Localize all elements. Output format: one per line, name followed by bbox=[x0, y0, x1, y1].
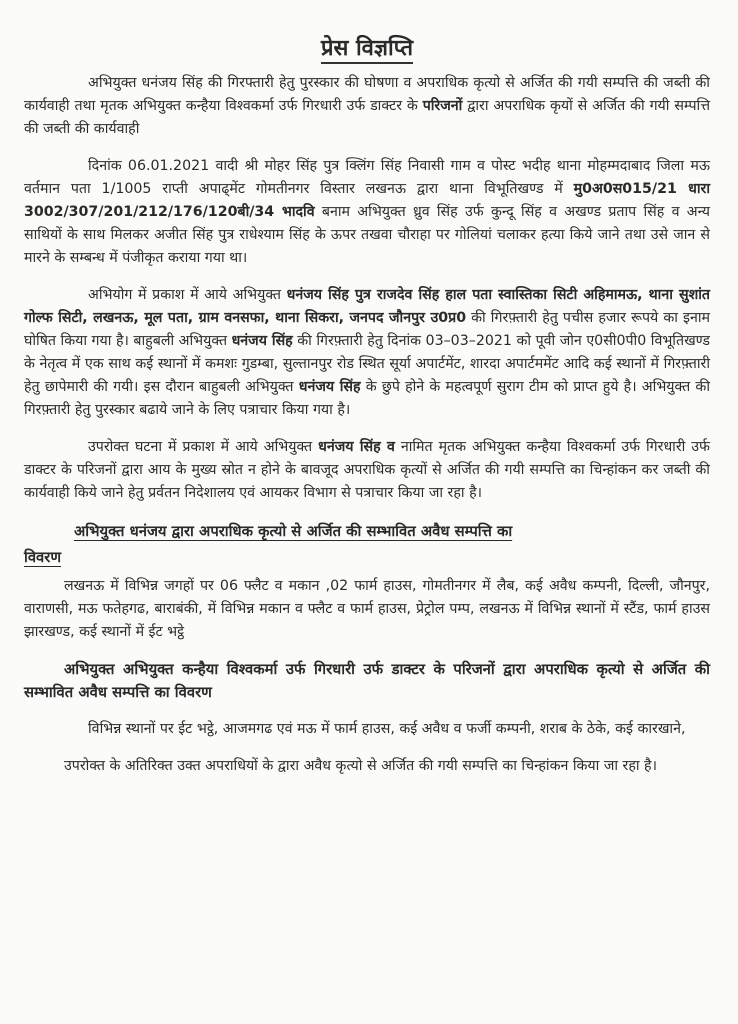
case-number: मु0अ0स015/21 धारा 3002/307/201/212/176/120बी/34 भादवि bbox=[24, 181, 711, 220]
subject-paragraph: अभियुक्त धनंजय सिंह की गिरफ्तारी हेतु पुरस्कार की घोषणा व अपराधिक कृत्यो से अर्जित की गयी सम्पत्ति की जब्ती की कार्यवाही तथा मृतक अभियुक्त कन्हैया विश्वकर्मा उर्फ गिरधारी उर्फ डाक्टर के परिजनों द्वारा अपराधिक कृयों से अर्जित की गयी सम्पत्ति की जब्ती की कार्यवाही bbox=[24, 75, 710, 137]
reward-paragraph: अभियोग में प्रकाश में आये अभियुक्त धनंजय सिंह पुत्र राजदेव सिंह हाल पता स्वास्तिका सिटी अहिमामऊ, थाना सुशांत गोल्फ सिटी, लखनऊ, मूल पता, ग्राम वनसफा, थाना सिकरा, जनपद जौनपुर उ0प्र0 की गिरफ़्तारी हेतु पचीस हजार रूपये का इनाम घोषित किया गया है। बाहुबली अभियुक्त धनंजय सिंह की गिरफ़्तारी हेतु दिनांक 03–03–2021 को पूवी जोन ए0सी0पी0 विभूतिखण्ड के नेतृत्व में एक साथ कई स्थानों में कमशः गुडम्बा, सुल्तानपुर रोड स्थित सूर्या अपार्टमेंट, शारदा अपार्टममेंट आदि कई स्थानों में गिरफ़्तारी हेतु छापेमारी की गयी। इस दौरान बाहुबली अभियुक्त धनंजय सिंह के छुपे होने के महत्वपूर्ण सुराग टीम को प्राप्त हुये है। अभियुक्त की गिरफ़्तारी हेतु पुरस्कार बढाये जाने के लिए पत्राचार किया गया है। bbox=[24, 287, 711, 418]
seizure-paragraph: उपरोक्त घटना में प्रकाश में आये अभियुक्त धनंजय सिंह व नामित मृतक अभियुक्त कन्हैया विश्वकर्मा उर्फ गिरधारी उर्फ डाक्टर के परिजनों द्वारा आय के मुख्य स्रोत न होने के बावजूद अपराधिक कृत्यों से अर्जित की गयी सम्पत्ति का चिन्हांकन कर जब्ती की कार्यवाही किये जाने हेतु प्रर्वतन निदेशालय एवं आयकर विभाग से पत्राचार किया जा रहा है। bbox=[24, 439, 710, 501]
kanhaiya-assets-paragraph: विभिन्न स्थानों पर ईट भट्ठे, आजमगढ एवं मऊ में फार्म हाउस, कई अवैध व फर्जी कम्पनी, शराब के ठेके, कई कारखाने, bbox=[88, 721, 686, 737]
dhananjay-assets-paragraph: लखनऊ में विभिन्न जगहों पर 06 फ्लैट व मकान ,02 फार्म हाउस, गोमतीनगर में लैब, कई अवैध कम्पनी, दिल्ली, जौनपुर, वाराणसी, मऊ फतेहगढ, बाराबंकी, में विभिन्न मकान व फ्लैट व फार्म हाउस, प्रेट्रोल पम्प, लखनऊ में विभिन्न स्थानों में स्टैंड, फार्म हाउस झारखण्ड, कई स्थानों में ईट भट्ठे bbox=[24, 578, 710, 640]
section-heading-dhananjay-assets-cont: विवरण bbox=[24, 549, 62, 566]
section-heading-kanhaiya-assets: अभियुक्त अभियुक्त कन्हैया विश्वकर्मा उर्फ गिरधारी उर्फ डाक्टर के परिजनों द्वारा अपराधिक कृत्यो से अर्जित की सम्भावित अवैध सम्पत्ति का विवरण bbox=[24, 661, 710, 701]
closing-paragraph: उपरोक्त के अतिरिक्त उक्त अपराधियों के द्वारा अवैध कृत्यो से अर्जित की गयी सम्पत्ति का चिन्हांकन किया जा रहा है। bbox=[64, 758, 657, 774]
document-title: प्रेस विज्ञप्ति bbox=[24, 32, 710, 62]
section-heading-dhananjay-assets: अभियुक्त धनंजय द्वारा अपराधिक कृत्यो से अर्जित की सम्भावित अवैध सम्पत्ति का bbox=[74, 523, 513, 540]
fir-paragraph: दिनांक 06.01.2021 वादी श्री मोहर सिंह पुत्र क्लिंग सिंह निवासी गाम व पोस्ट भदीह थाना मोहम्मदाबाद जिला मऊ वर्तमान पता 1/1005 राप्ती अपाढ्मेंट गोमतीनगर विस्तार लखनऊ द्वारा थाना विभूतिखण्ड में मु0अ0स015/21 धारा 3002/307/201/212/176/120बी/34 भादवि बनाम अभियुक्त ध्रुव सिंह उर्फ कुन्दू सिंह व अखण्ड प्रताप सिंह व अन्य साथियों के साथ मिलकर अजीत सिंह पुत्र राधेश्याम सिंह के ऊपर तखवा चौराहा पर गोलियां चलाकर हत्या किये जाने तथा उसे जान से मारने के सम्बन्ध में पंजीकृत कराया गया था। bbox=[24, 158, 711, 266]
